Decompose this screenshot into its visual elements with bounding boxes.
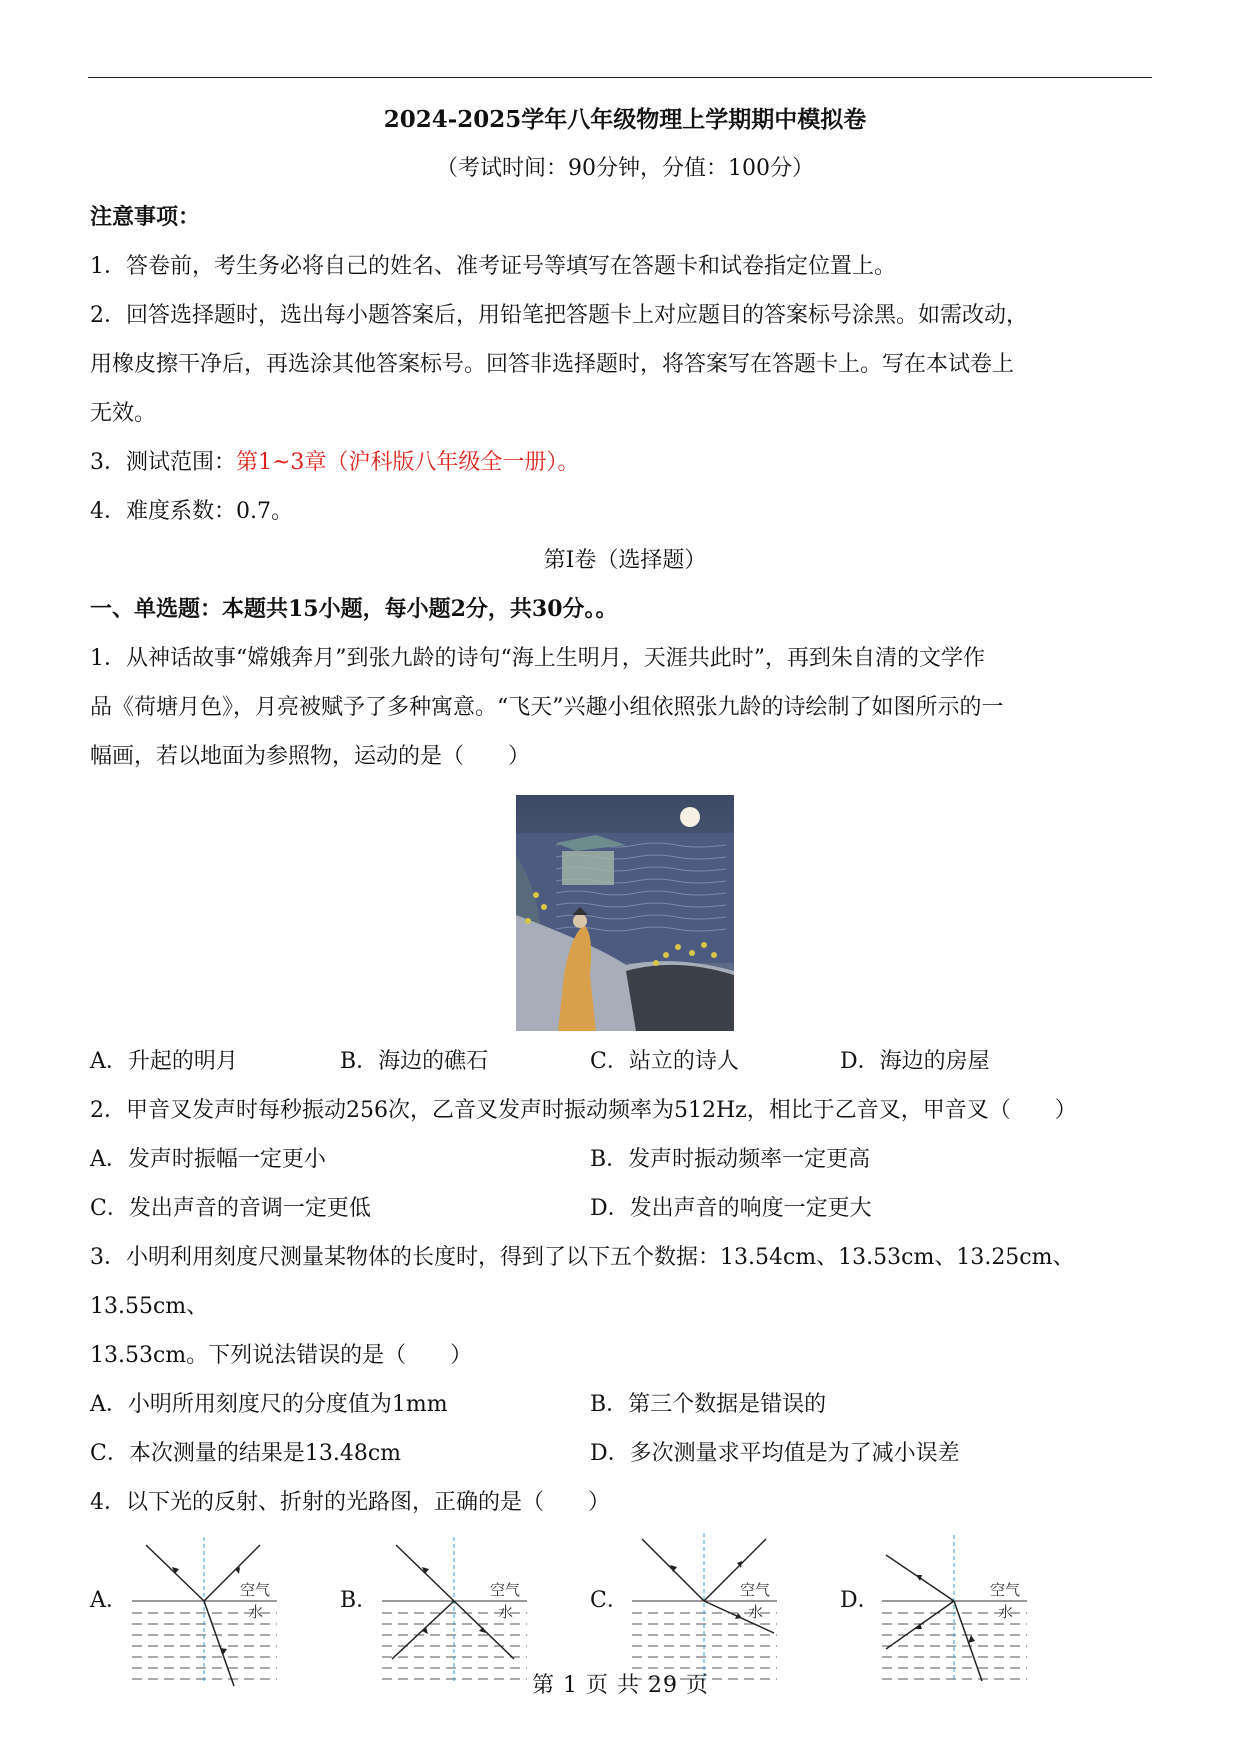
- q4-diagram-c: [590, 1531, 840, 1691]
- svg-text:空气: 空气: [490, 1581, 521, 1599]
- svg-text:水: 水: [748, 1603, 764, 1621]
- exam-page: [90, 95, 1160, 1691]
- test-range: 第1~3章（沪科版八年级全一册）。: [236, 450, 580, 475]
- q4-diagram-b-label: B．: [340, 1588, 379, 1613]
- notice-2-line-2: 用橡皮擦干净后，再选涂其他答案标号。回答非选择题时，将答案写在答题卡上。写在本试卷上: [90, 352, 1015, 377]
- q4-diagram-b: [340, 1531, 590, 1691]
- q1-line-1: 1．从神话故事“嫦娥奔月”到张九龄的诗句“海上生明月，天涯共此时”，再到朱自清的文学作: [90, 646, 985, 671]
- notice-3: [90, 438, 1160, 487]
- q1-line-3: 幅画，若以地面为参照物，运动的是（ ）: [90, 744, 531, 769]
- notice-3-prefix: 3．测试范围：: [90, 450, 236, 475]
- notice-1: 1．答卷前，考生务必将自己的姓名、准考证号等填写在答题卡和试卷指定位置上。: [90, 254, 896, 279]
- q2-text: 2．甲音叉发声时每秒振动256次，乙音叉发声时振动频率为512Hz，相比于乙音叉，甲音叉（ ）: [90, 1098, 1077, 1123]
- svg-text:水: 水: [998, 1603, 1014, 1621]
- q3-line-2: 13.53cm。下列说法错误的是（ ）: [90, 1343, 473, 1368]
- notice-4: 4．难度系数：0.7。: [90, 499, 293, 524]
- q1-option-b: B．海边的礁石: [340, 1049, 489, 1074]
- light-path-diagram-d: [882, 1531, 1032, 1691]
- light-path-diagram-b: [382, 1531, 532, 1691]
- q3-options-row-2: [90, 1429, 1160, 1478]
- q1-option-c: C．站立的诗人: [590, 1049, 739, 1074]
- q4-diagram-a: [90, 1531, 340, 1691]
- q2-options-row-2: [90, 1184, 1160, 1233]
- section-heading: 一、单选题：本题共15小题，每小题2分，共30分。。: [90, 596, 618, 622]
- notice-2-line-3: 无效。: [90, 401, 157, 426]
- q1-option-d: D．海边的房屋: [840, 1049, 990, 1074]
- q3-option-c: C．本次测量的结果是13.48cm: [90, 1441, 401, 1466]
- q4-diagrams: [90, 1531, 1160, 1691]
- q4-text: 4．以下光的反射、折射的光路图，正确的是（ ）: [90, 1490, 610, 1515]
- q1-line-2: 品《荷塘月色》，月亮被赋予了多种寓意。“飞天”兴趣小组依照张九龄的诗绘制了如图所示的一: [90, 695, 1004, 720]
- light-path-diagram-c: [632, 1531, 782, 1691]
- q2-option-c: C．发出声音的音调一定更低: [90, 1196, 371, 1221]
- volume-heading: 第Ⅰ卷（选择题）: [543, 548, 707, 573]
- svg-text:空气: 空气: [990, 1581, 1021, 1599]
- q3-options-row-1: [90, 1380, 1160, 1429]
- q3-line-1: 3．小明利用刻度尺测量某物体的长度时，得到了以下五个数据：13.54cm、13.53cm、13.25cm、13.55cm、: [90, 1245, 1075, 1319]
- exam-subtitle: （考试时间：90分钟，分值：100分）: [436, 156, 814, 181]
- q4-diagram-a-label: A．: [90, 1588, 128, 1613]
- svg-text:水: 水: [498, 1603, 514, 1621]
- q4-diagram-d-label: D．: [840, 1588, 880, 1613]
- q3-option-a: A．小明所用刻度尺的分度值为1mm: [90, 1392, 448, 1417]
- q4-diagram-d: [840, 1531, 1090, 1691]
- q3-option-d: D．多次测量求平均值是为了减小误差: [590, 1441, 960, 1466]
- svg-text:水: 水: [248, 1603, 264, 1621]
- q1-options: [90, 1037, 1160, 1086]
- q2-option-a: A．发声时振幅一定更小: [90, 1147, 326, 1172]
- moon-sea-painting-image: [516, 795, 734, 1031]
- q4-diagram-c-label: C．: [590, 1588, 629, 1613]
- q2-option-b: B．发声时振动频率一定更高: [590, 1147, 871, 1172]
- q3-option-b: B．第三个数据是错误的: [590, 1392, 827, 1417]
- svg-text:空气: 空气: [240, 1581, 271, 1599]
- page-footer: 第 1 页 共 29 页: [532, 1673, 709, 1698]
- light-path-diagram-a: [132, 1531, 282, 1691]
- svg-text:空气: 空气: [740, 1581, 771, 1599]
- notice-heading: 注意事项：: [90, 204, 201, 230]
- header-rule: [88, 77, 1152, 78]
- notice-2-line-1: 2．回答选择题时，选出每小题答案后，用铅笔把答题卡上对应题目的答案标号涂黑。如需改动，: [90, 303, 1029, 328]
- exam-title: 2024-2025学年八年级物理上学期期中模拟卷: [383, 106, 867, 133]
- q2-option-d: D．发出声音的响度一定更大: [590, 1196, 872, 1221]
- q1-option-a: A．升起的明月: [90, 1049, 238, 1074]
- q2-options-row-1: [90, 1135, 1160, 1184]
